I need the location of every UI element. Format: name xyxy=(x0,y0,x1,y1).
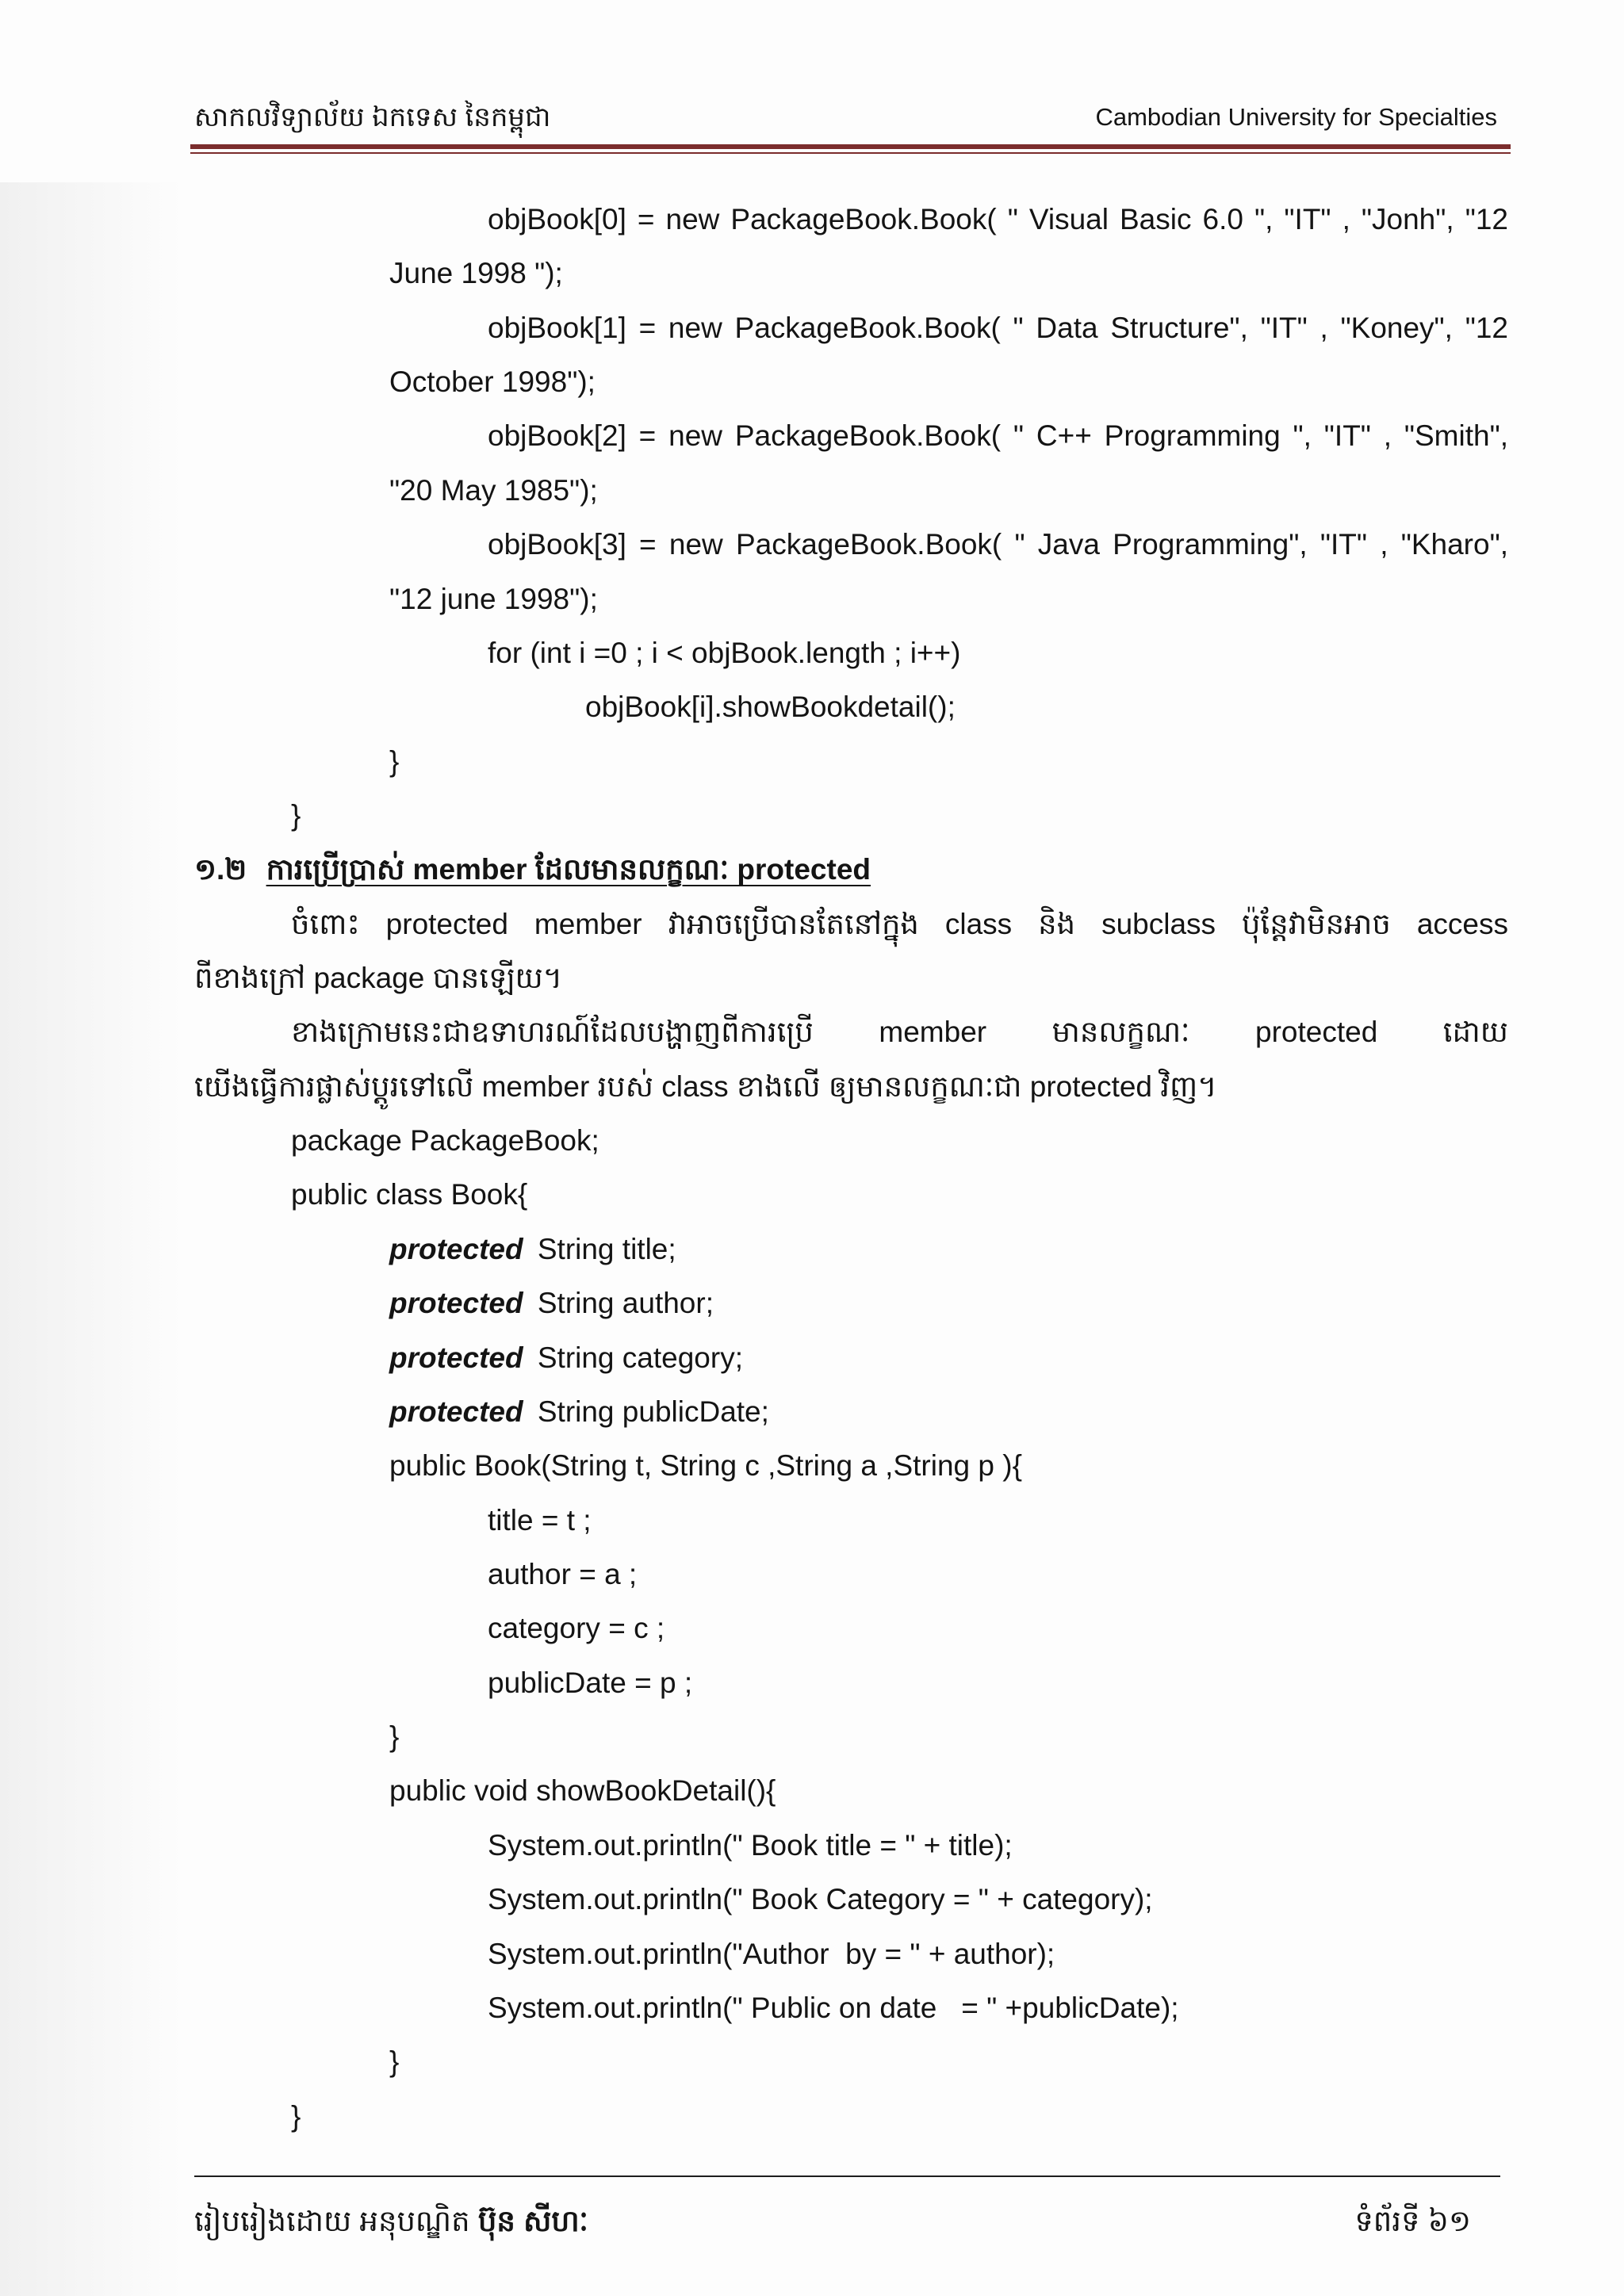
code-line: October 1998"); xyxy=(389,365,596,399)
code-line: System.out.println(" Book Category = " + category); xyxy=(488,1883,1153,1916)
paragraph xyxy=(0,1005,1624,1114)
code-field-line xyxy=(0,1223,1508,1276)
footer-author-name: ប៊ុន សីហៈ xyxy=(477,2205,588,2237)
code-line: objBook[1] = new PackageBook.Book( " Data Structure", "IT" , "Koney", "12 xyxy=(488,311,1508,344)
section-number: ១.២ xyxy=(194,853,247,886)
code-line: objBook[i].showBookdetail(); xyxy=(585,691,956,724)
code-line: objBook[3] = new PackageBook.Book( " Java Programming", "IT" , "Kharo", xyxy=(488,528,1508,561)
code-line: "20 May 1985"); xyxy=(389,473,598,507)
code-line: publicDate = p ; xyxy=(488,1666,693,1699)
code-line: category = c ; xyxy=(488,1612,665,1645)
header-university-english: Cambodian University for Specialties xyxy=(1095,103,1497,131)
paragraph-line: យើងធ្វើការផ្លាស់ប្តូរទៅលើ member របស់ class ខាងលើ ឲ្យមានលក្ខណៈជា protected វិញ។ xyxy=(194,1070,1217,1103)
paragraph-line: ចំពោះ protected member វាអាចប្រើបានតែនៅក្នុង class និង subclass ប៉ុន្តែវាមិនអាច access xyxy=(291,907,1508,940)
code-line: objBook[2] = new PackageBook.Book( " C++ Programming ", "IT" , "Smith", xyxy=(488,419,1508,453)
footer-author-credit xyxy=(194,2201,588,2242)
header-rule-thin xyxy=(190,152,1511,154)
code-line: } xyxy=(291,2099,301,2133)
code-line: } xyxy=(291,798,301,832)
code-line: System.out.println(" Book title = " + title); xyxy=(488,1828,1013,1862)
code-line: } xyxy=(389,2045,400,2079)
paragraph-line: ពីខាងក្រៅ package បានឡើយ។ xyxy=(194,962,563,995)
code-field-line xyxy=(0,1331,1508,1385)
code-line: package PackageBook; xyxy=(291,1124,599,1158)
keyword-protected: protected xyxy=(389,1287,523,1320)
footer-rule xyxy=(194,2175,1500,2177)
code-field-line xyxy=(0,1385,1508,1439)
keyword-protected: protected xyxy=(389,1395,523,1428)
field-declaration: String category; xyxy=(537,1341,743,1374)
footer-page-number: ទំព័រទី ៦១ xyxy=(1354,2205,1471,2237)
field-declaration: String title; xyxy=(537,1232,676,1265)
footer-author-prefix: រៀបរៀងដោយ អនុបណ្ឌិត xyxy=(194,2205,470,2237)
code-line: System.out.println(" Public on date = " +publicDate); xyxy=(488,1991,1179,2024)
paragraph-line: ខាងក្រោមនេះជាឧទាហរណ៍ដែលបង្ហាញពីការប្រើ member មានលក្ខណៈ protected ដោយ xyxy=(291,1016,1508,1049)
keyword-protected: protected xyxy=(389,1341,523,1374)
section-heading xyxy=(0,843,1508,897)
code-field-line xyxy=(0,1276,1508,1330)
field-declaration: String publicDate; xyxy=(537,1395,769,1428)
paragraph xyxy=(0,897,1624,1006)
code-line: public void showBookDetail(){ xyxy=(389,1774,776,1808)
header-rule-thick xyxy=(190,144,1511,149)
code-line: public Book(String t, String c ,String a ,String p ){ xyxy=(389,1449,1022,1483)
code-line: objBook[0] = new PackageBook.Book( " Visual Basic 6.0 ", "IT" , "Jonh", "12 xyxy=(488,203,1508,235)
field-declaration: String author; xyxy=(537,1287,714,1320)
code-block-book-class xyxy=(0,1114,1624,2144)
keyword-protected: protected xyxy=(389,1232,523,1265)
code-line: System.out.println("Author by = " + author); xyxy=(488,1937,1055,1970)
code-line: public class Book{ xyxy=(291,1178,528,1211)
code-line: } xyxy=(389,1720,400,1754)
code-block-book-array xyxy=(0,193,1624,843)
code-line: } xyxy=(389,744,400,778)
code-line: for (int i =0 ; i < objBook.length ; i++) xyxy=(488,636,961,669)
section-title: ការប្រើប្រាស់ member ដែលមានលក្ខណៈ protected xyxy=(266,853,871,886)
code-line: title = t ; xyxy=(488,1503,592,1536)
code-line: "12 june 1998"); xyxy=(389,582,598,615)
header-university-khmer: សាកលវិទ្យាល័យ ឯកទេស នៃកម្ពុជា xyxy=(194,102,551,132)
code-line: June 1998 "); xyxy=(389,257,563,290)
code-line: author = a ; xyxy=(488,1557,638,1590)
page-content xyxy=(0,193,1624,2144)
